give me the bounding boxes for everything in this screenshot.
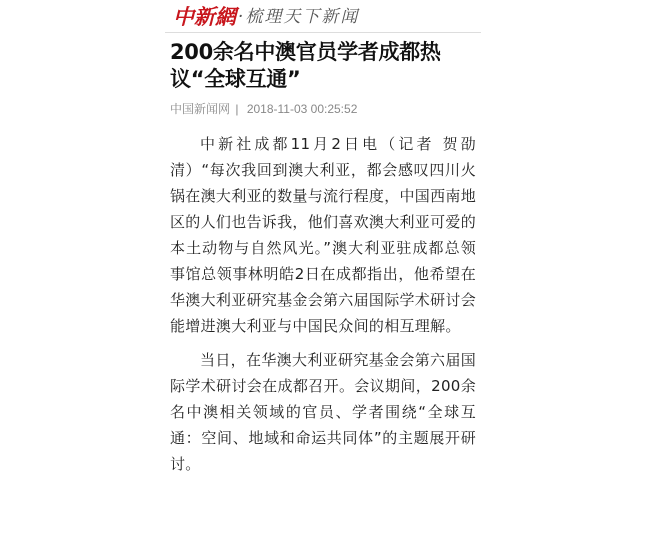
- site-slogan: ·梳理天下新闻: [238, 7, 360, 27]
- article-source[interactable]: 中国新闻网: [170, 102, 231, 116]
- article-meta: [170, 101, 481, 117]
- article-column: [165, 0, 481, 485]
- masthead: [165, 0, 481, 33]
- article-body: [170, 131, 476, 477]
- site-logo[interactable]: 中新網: [173, 4, 236, 29]
- article-headline: 200余名中澳官员学者成都热议“全球互通”: [170, 40, 441, 91]
- article-paragraph: 中新社成都11月2日电（记者 贺劭清）“每次我回到澳大利亚，都会感叹四川火锅在澳大利亚的数量与流行程度，中国西南地区的人们也告诉我，他们喜欢澳大利亚可爱的本土动物与自然风光。”澳大利亚驻成都总领事馆总领事林明皓2日在成都指出，他希望在华澳大利亚研究基金会第六届国际学术研讨会能增进澳大利亚与中国民众间的相互理解。: [170, 135, 477, 335]
- article-timestamp: 2018-11-03 00:25:52: [246, 102, 358, 116]
- article-paragraph: 当日，在华澳大利亚研究基金会第六届国际学术研讨会在成都召开。会议期间，200余名中澳相关领域的官员、学者围绕“全球互通：空间、地域和命运共同体”的主题展开研讨。: [170, 351, 476, 473]
- meta-separator: |: [235, 102, 239, 116]
